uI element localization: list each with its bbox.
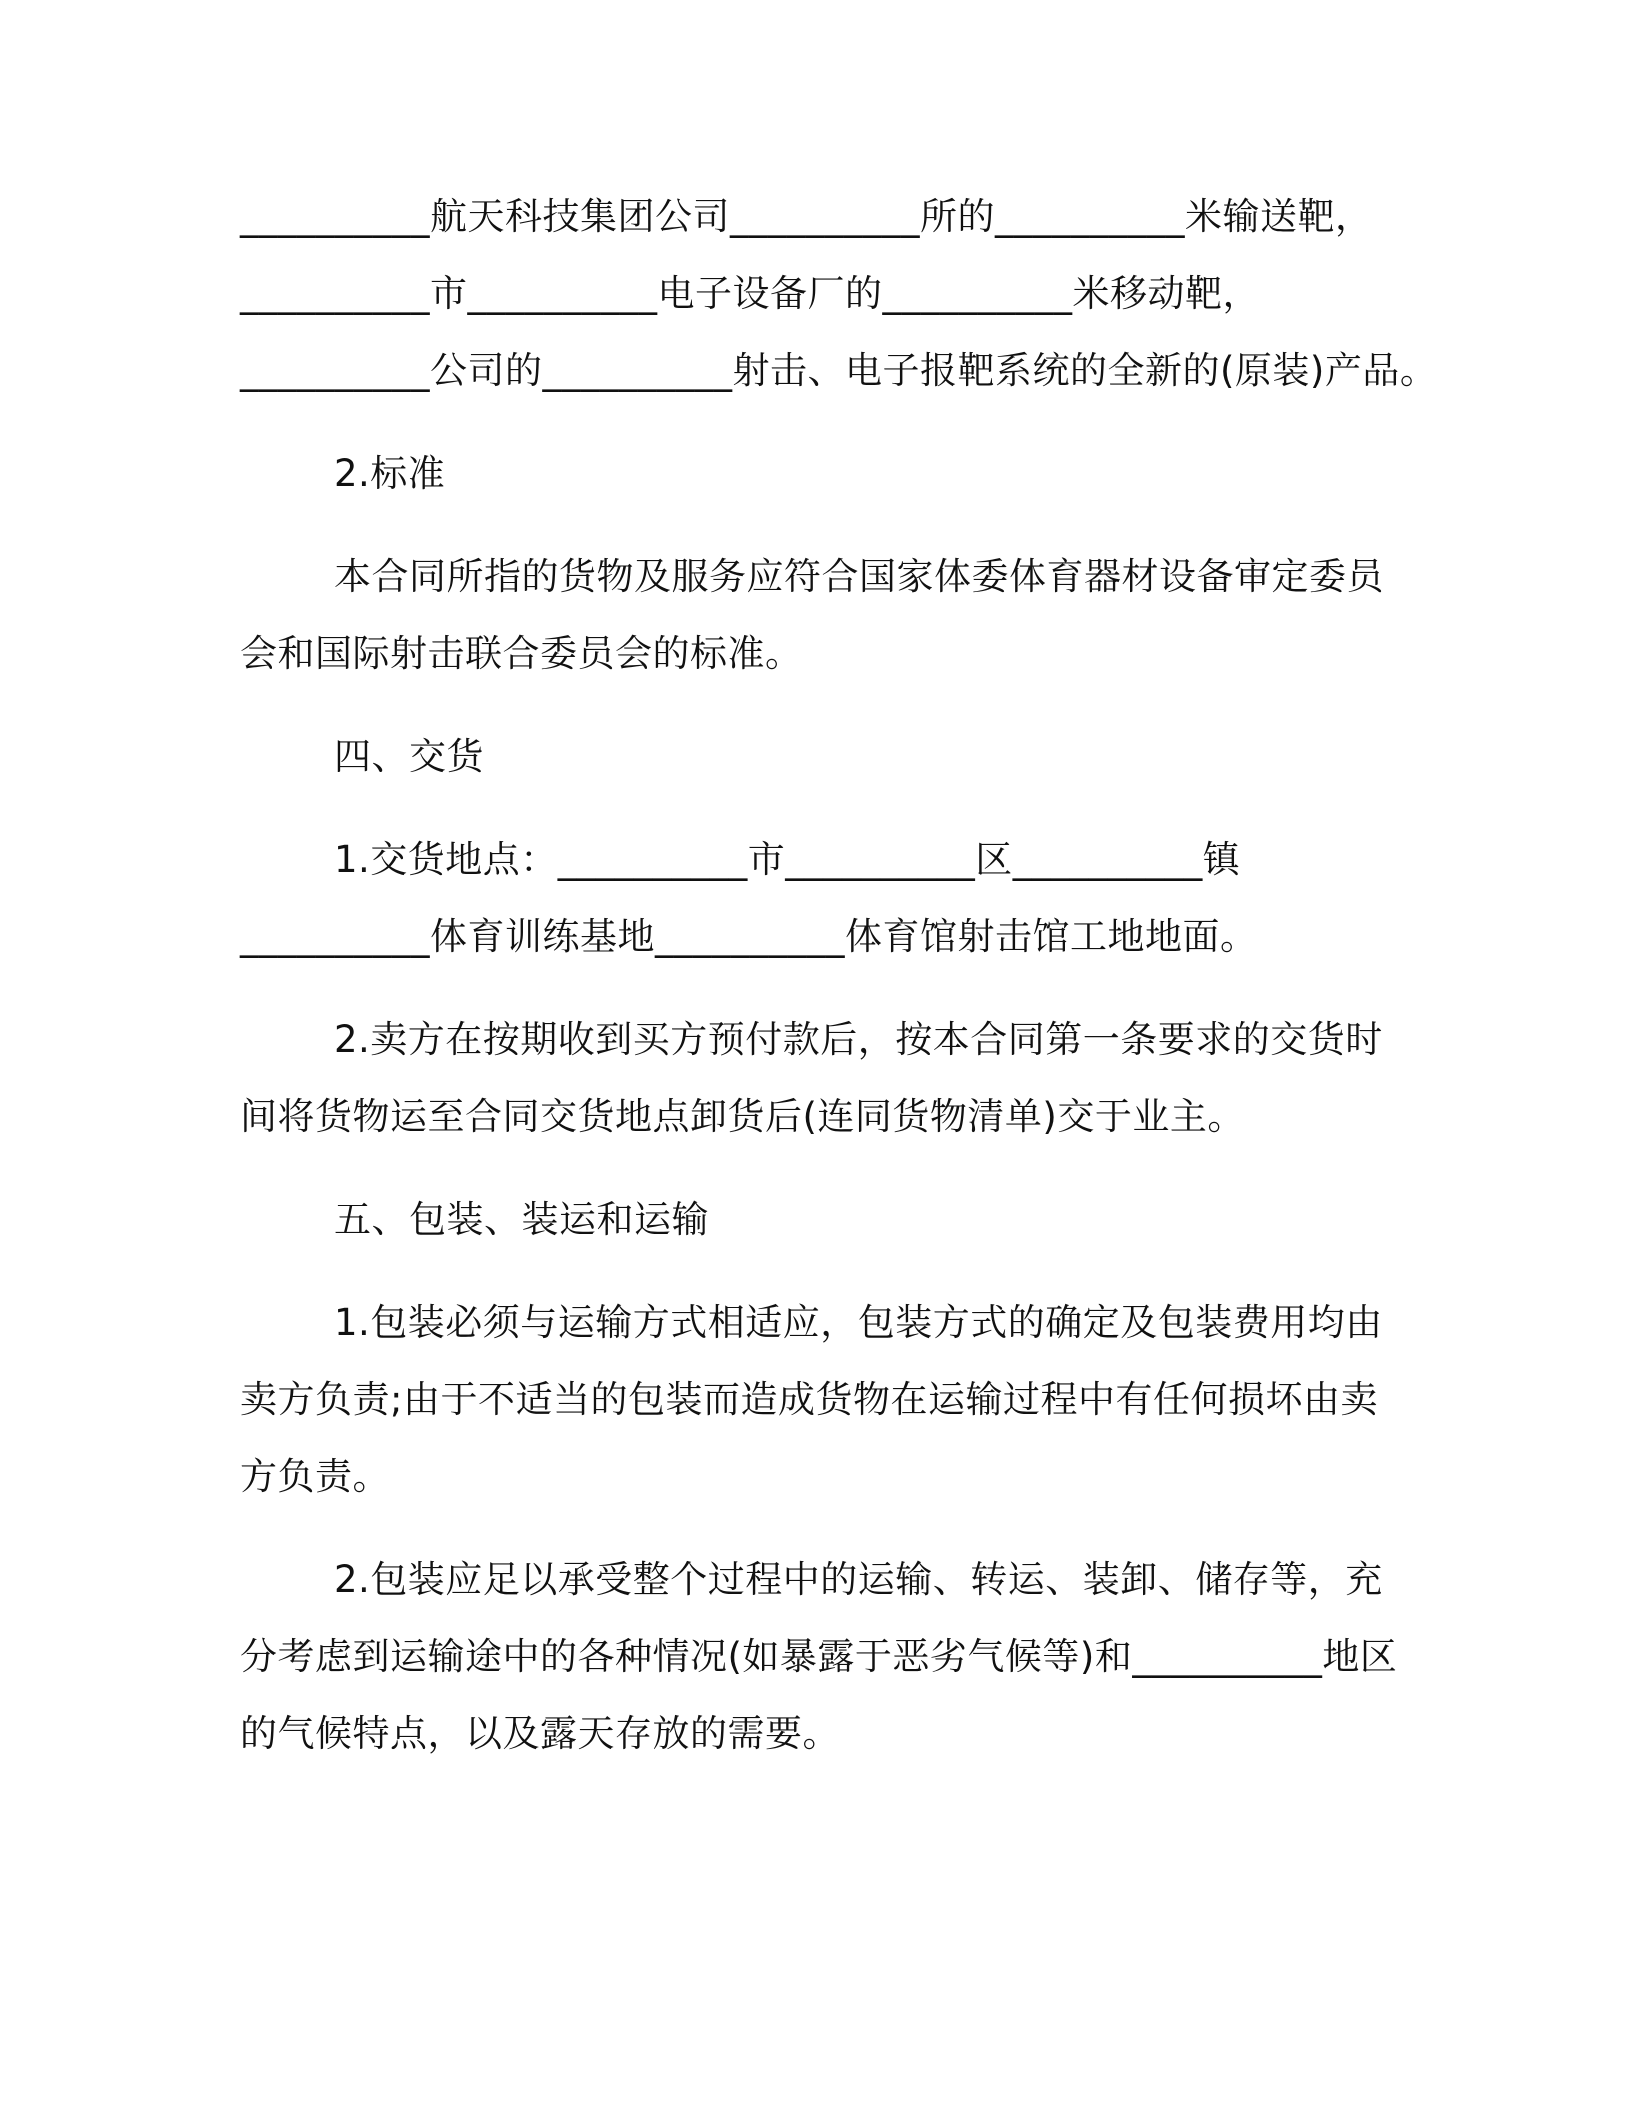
body-line: 间将货物运至合同交货地点卸货后(连同货物清单)交于业主。 [240, 1095, 1245, 1138]
body-line: 1.包装必须与运输方式相适应，包装方式的确定及包装费用均由 [334, 1301, 1383, 1344]
body-line: 分考虑到运输途中的各种情况(如暴露于恶劣气候等)和__________地区 [240, 1635, 1398, 1678]
section-heading: 2.标准 [334, 452, 446, 495]
body-line: 的气候特点，以及露天存放的需要。 [240, 1712, 840, 1755]
body-line: 2.包装应足以承受整个过程中的运输、转运、装卸、储存等，充 [334, 1558, 1383, 1601]
body-line: 2.卖方在按期收到买方预付款后，按本合同第一条要求的交货时 [334, 1018, 1383, 1061]
section-heading: 五、包装、装运和运输 [334, 1198, 709, 1241]
body-line: __________公司的__________射击、电子报靶系统的全新的(原装)产品。 [240, 349, 1438, 392]
body-line: __________体育训练基地__________体育馆射击馆工地地面。 [240, 915, 1258, 958]
body-line: 1.交货地点：__________市__________区__________镇 [334, 838, 1241, 881]
body-line: 方负责。 [240, 1455, 390, 1498]
body-line: 会和国际射击联合委员会的标准。 [240, 632, 803, 675]
body-line: __________航天科技集团公司__________所的__________米输送靶， [240, 195, 1373, 238]
body-line: __________市__________电子设备厂的__________米移动靶， [240, 272, 1260, 315]
section-heading: 四、交货 [334, 735, 484, 778]
body-line: 卖方负责;由于不适当的包装而造成货物在运输过程中有任何损坏由卖 [240, 1378, 1378, 1421]
body-line: 本合同所指的货物及服务应符合国家体委体育器材设备审定委员 [334, 555, 1384, 598]
